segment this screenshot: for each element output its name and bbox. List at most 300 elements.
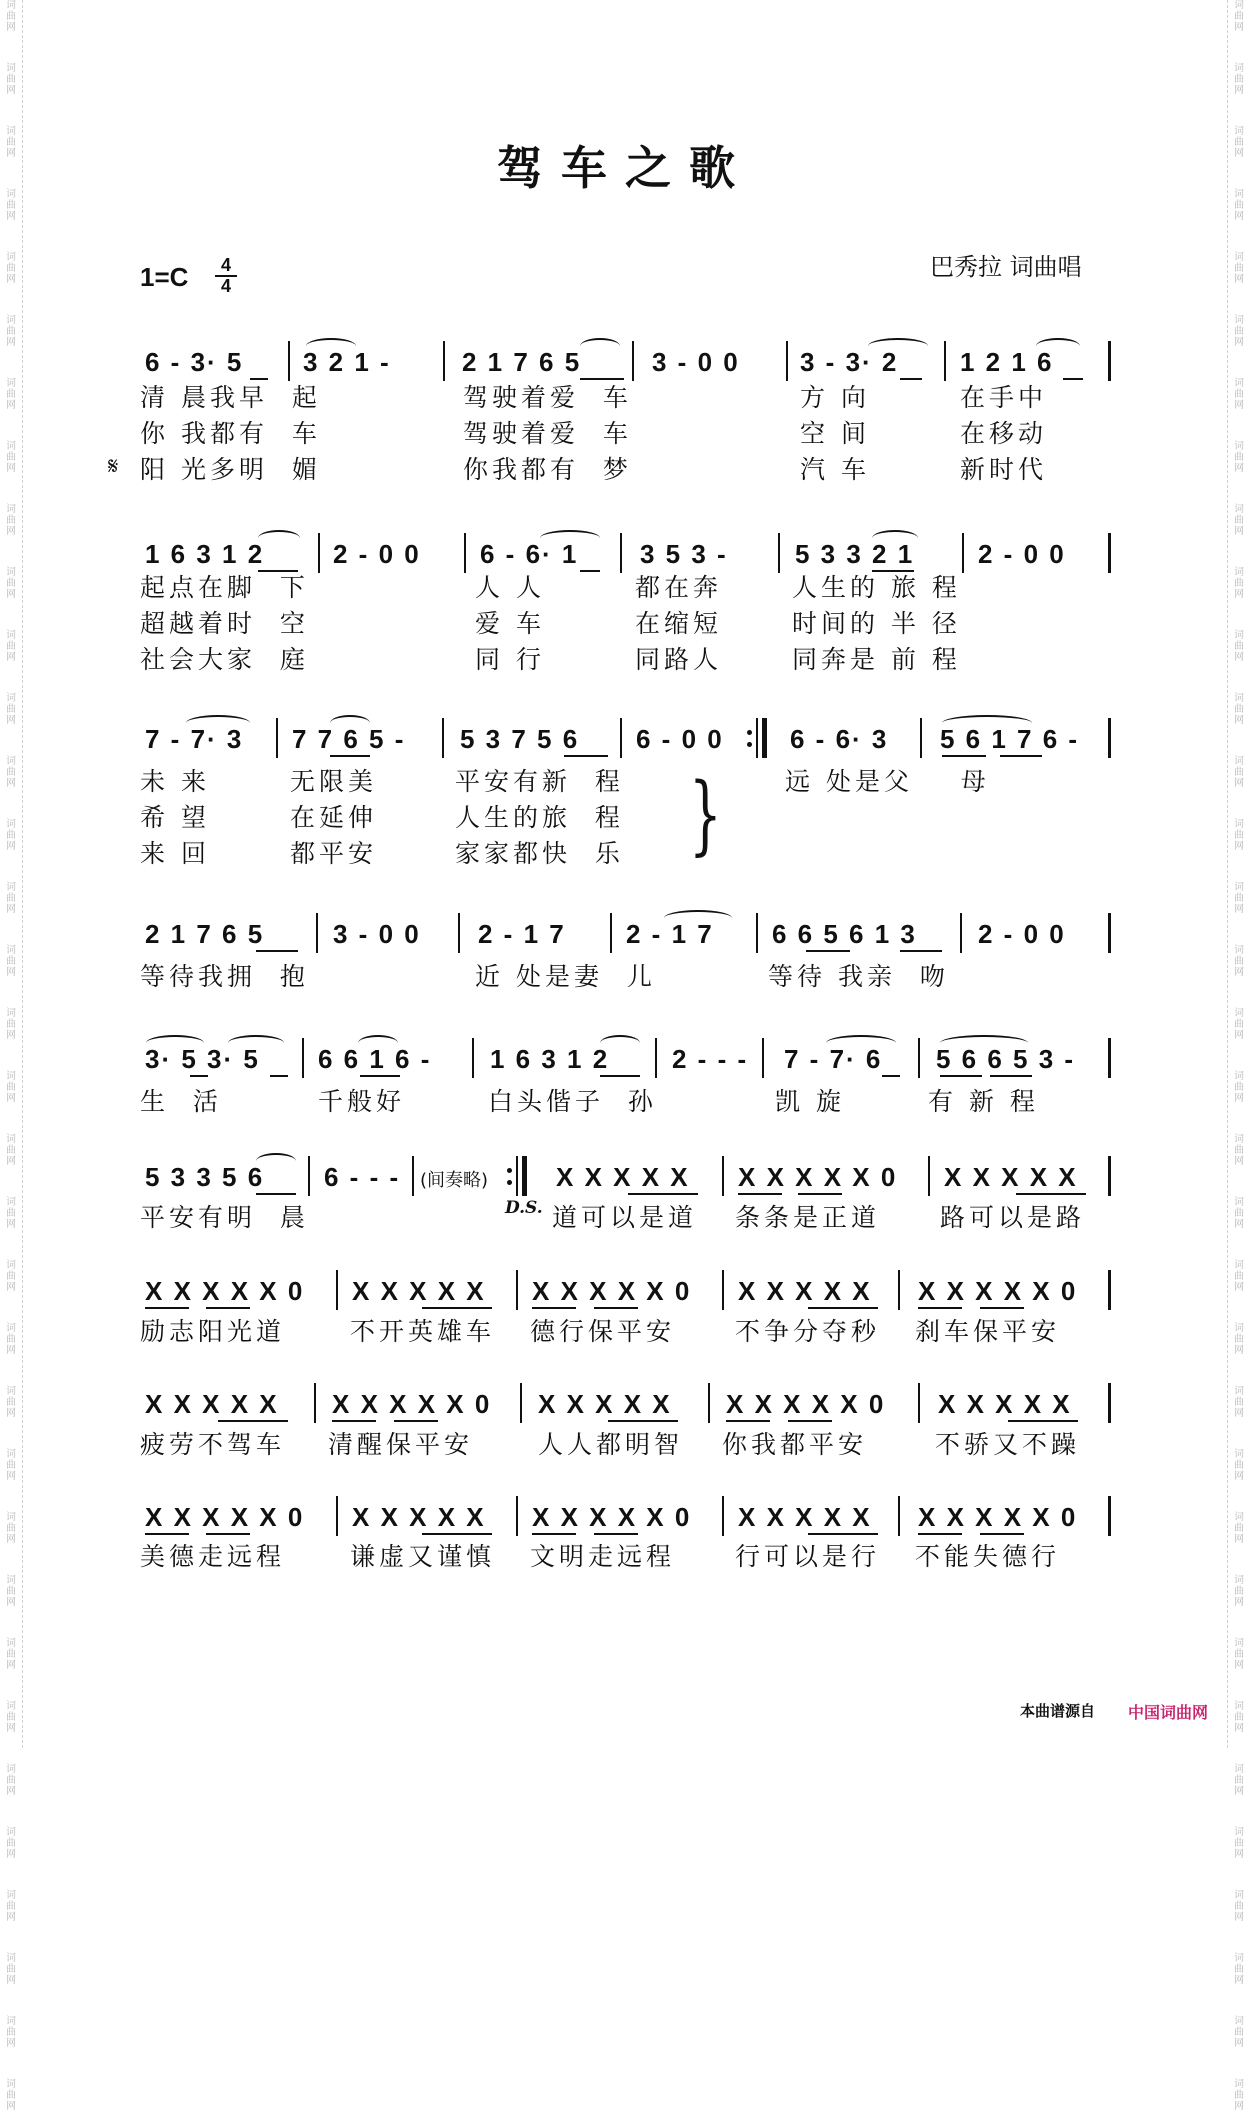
underline: [990, 1075, 1032, 1077]
slur: [942, 715, 1032, 731]
measure: 5 3 3 5 6: [145, 1162, 265, 1192]
right-watermark-strip: [1227, 0, 1250, 2112]
barline-thick: [522, 1156, 527, 1196]
barline: [918, 1038, 920, 1078]
barline: [722, 1156, 724, 1196]
repeat-dot: [747, 742, 752, 747]
underline: [1000, 755, 1042, 757]
lyric: 人生的 旅 程: [792, 573, 961, 602]
lyric: 疲劳不驾车: [140, 1430, 286, 1459]
barline: [464, 533, 466, 573]
barline: [762, 1038, 764, 1078]
lyric: 在缩短: [635, 609, 723, 638]
watermark-text: 词 曲 网: [6, 1449, 16, 1482]
watermark-text: 词 曲 网: [1234, 189, 1244, 222]
underline: [594, 1533, 638, 1535]
underline: [918, 1533, 962, 1535]
underline: [394, 1420, 438, 1422]
measure: X X X X X: [145, 1389, 279, 1419]
underline: [788, 1420, 832, 1422]
watermark-text: 词 曲 网: [1234, 2016, 1244, 2049]
notation-line: [0, 1030, 1250, 1090]
barline: [632, 341, 634, 381]
barline: [1108, 1038, 1111, 1078]
lyric: 同路人: [635, 645, 723, 674]
measure: 6 - - -: [324, 1162, 401, 1192]
slur: [1036, 338, 1080, 354]
watermark-text: 词 曲 网: [1234, 1134, 1244, 1167]
watermark-text: 词 曲 网: [6, 1575, 16, 1608]
barline: [1108, 1496, 1111, 1536]
underline: [1063, 378, 1083, 380]
underline: [360, 1075, 400, 1077]
lyric: 都平安: [290, 839, 378, 868]
lyric: 有 新 程: [928, 1087, 1039, 1116]
underline: [942, 755, 986, 757]
watermark-text: 词 曲 网: [6, 1071, 16, 1104]
watermark-text: 词 曲 网: [1234, 1512, 1244, 1545]
slur: [868, 338, 928, 354]
slur: [306, 338, 356, 354]
underline: [145, 1307, 189, 1309]
lyric: 白头偕子 孙: [488, 1087, 657, 1116]
lyric: 时间的 半 径: [792, 609, 961, 638]
barline: [620, 533, 622, 573]
watermark-text: 词 曲 网: [6, 2016, 16, 2049]
underline: [600, 1075, 640, 1077]
watermark-text: 词 曲 网: [1234, 315, 1244, 348]
barline: [318, 533, 320, 573]
barline: [655, 1038, 657, 1078]
watermark-text: 词 曲 网: [1234, 252, 1244, 285]
lyric: 在移动: [960, 419, 1048, 448]
measure: 1 2 1 6: [960, 347, 1054, 377]
barline: [1108, 1270, 1111, 1310]
underline: [726, 1420, 770, 1422]
underline: [206, 1307, 250, 1309]
measure: 3 - 0 0: [652, 347, 740, 377]
barline: [920, 718, 922, 758]
measure: 1 6 3 1 2: [145, 539, 265, 569]
measure: 2 1 7 6 5: [462, 347, 582, 377]
lyric: 超越着时 空: [140, 609, 309, 638]
underline: [190, 1075, 208, 1077]
lyric: 近 处是妻 儿: [475, 962, 656, 991]
barline: [336, 1270, 338, 1310]
barline: [708, 1383, 710, 1423]
credit: 巴秀拉 词曲唱: [930, 253, 1082, 281]
measure: X X X X X: [538, 1389, 672, 1419]
lyric: 平安有新 程: [455, 767, 624, 796]
watermark-text: 词 曲 网: [6, 2079, 16, 2112]
measure: X X X X X: [738, 1502, 872, 1532]
watermark-text: 词 曲 网: [6, 1890, 16, 1923]
lyric: 在延伸: [290, 803, 378, 832]
slur: [540, 530, 600, 546]
watermark-text: 词 曲 网: [1234, 1890, 1244, 1923]
measure: X X X X X 0: [918, 1502, 1078, 1532]
underline: [882, 1075, 900, 1077]
lyric: 平安有明 晨: [140, 1203, 309, 1232]
watermark-text: 词 曲 网: [1234, 1827, 1244, 1860]
watermark-text: 词 曲 网: [1234, 2079, 1244, 2112]
lyric: 阳 光多明 媚: [140, 455, 321, 484]
lyric: 不开英雄车: [350, 1317, 496, 1346]
watermark-text: 词 曲 网: [6, 63, 16, 96]
lyric: 新时代: [960, 455, 1048, 484]
underline: [218, 1420, 288, 1422]
underline: [594, 1307, 638, 1309]
watermark-text: 词 曲 网: [1234, 0, 1244, 33]
watermark-text: 词 曲 网: [6, 1008, 16, 1041]
underline: [798, 1193, 842, 1195]
measure: 6 - 6· 3: [790, 724, 889, 754]
notation-line: [0, 905, 1250, 965]
watermark-text: 词 曲 网: [1234, 504, 1244, 537]
underline: [422, 1533, 492, 1535]
lyric: 路可以是路: [940, 1203, 1086, 1232]
measure: 3 - 0 0: [333, 919, 421, 949]
watermark-text: 词 曲 网: [6, 1386, 16, 1419]
lyric: 千般好: [318, 1087, 406, 1116]
slur: [146, 1035, 204, 1051]
lyric: 爱 车: [475, 609, 545, 638]
watermark-text: 词 曲 网: [6, 630, 16, 663]
barline: [944, 341, 946, 381]
underline: [532, 1533, 576, 1535]
lyric: 谦虚又谨慎: [350, 1542, 496, 1571]
underline: [145, 1533, 189, 1535]
source-note: 本曲谱源自: [1020, 1702, 1096, 1720]
watermark-text: 词 曲 网: [6, 315, 16, 348]
watermark-text: 词 曲 网: [6, 1512, 16, 1545]
barline: [1108, 718, 1111, 758]
lyric: 你我都平安: [722, 1430, 868, 1459]
measure: X X X X X: [556, 1162, 690, 1192]
watermark-text: 词 曲 网: [6, 126, 16, 159]
site-name-link[interactable]: 中国词曲网: [1128, 1703, 1209, 1722]
watermark-text: 词 曲 网: [6, 504, 16, 537]
lyric: 你 我都有 车: [140, 419, 321, 448]
measure: X X X X X 0: [332, 1389, 492, 1419]
measure: 2 - 1 7: [626, 919, 714, 949]
barline: [520, 1383, 522, 1423]
lyric: 等待 我亲 吻: [768, 962, 949, 991]
underline: [330, 755, 370, 757]
lyric: 来 回: [140, 839, 210, 868]
barline: [302, 1038, 304, 1078]
measure: 3 5 3 -: [640, 539, 728, 569]
barline: [308, 1156, 310, 1196]
meter-bottom: 4: [220, 276, 231, 296]
watermark-text: 词 曲 网: [1234, 630, 1244, 663]
barline: [443, 341, 445, 381]
lyric: 刹车保平安: [915, 1317, 1061, 1346]
underline: [980, 1307, 1024, 1309]
barline: [1108, 341, 1111, 381]
underline: [806, 950, 850, 952]
barline: [786, 341, 788, 381]
measure: 6 6 1 6 -: [318, 1044, 432, 1074]
slur: [258, 530, 300, 546]
slur: [228, 1035, 284, 1051]
underline: [738, 1193, 782, 1195]
lyric: 汽 车: [800, 455, 870, 484]
lyric: 清醒保平安: [328, 1430, 474, 1459]
watermark-text: 词 曲 网: [6, 693, 16, 726]
dal-segno-marking: D.S.: [505, 1198, 543, 1218]
underline: [256, 1193, 296, 1195]
watermark-text: 词 曲 网: [1234, 1008, 1244, 1041]
measure: 7 7 6 5 -: [292, 724, 406, 754]
lyric: 你我都有 梦: [463, 455, 632, 484]
measure: 5 3 3 2 1: [795, 539, 915, 569]
measure: 7 - 7· 3: [145, 724, 244, 754]
watermark-text: 词 曲 网: [1234, 1323, 1244, 1356]
underline: [1008, 1420, 1078, 1422]
lyric: 人人都明智: [538, 1430, 684, 1459]
lyric: 励志阳光道: [140, 1317, 286, 1346]
underline: [564, 755, 608, 757]
lyric: 空 间: [800, 419, 870, 448]
watermark-text: 词 曲 网: [1234, 441, 1244, 474]
lyric: 生 活: [140, 1087, 222, 1116]
measure: X X X X X 0: [532, 1502, 692, 1532]
barline: [1108, 913, 1111, 953]
time-signature: [215, 256, 237, 296]
measure: 5 6 1 7 6 -: [940, 724, 1080, 754]
repeat-start-barline: [516, 1156, 530, 1196]
underline: [270, 1075, 288, 1077]
segno-sign: 𝄋: [108, 452, 119, 480]
watermark-text: 词 曲 网: [6, 252, 16, 285]
left-watermark-strip: [0, 0, 23, 2112]
watermark-text: 词 曲 网: [1234, 756, 1244, 789]
measure: 2 - 0 0: [978, 919, 1066, 949]
watermark-text: 词 曲 网: [6, 1827, 16, 1860]
watermark-text: 词 曲 网: [1234, 1449, 1244, 1482]
slur: [580, 338, 620, 354]
underline: [808, 1307, 878, 1309]
lyric: 都在奔: [635, 573, 723, 602]
watermark-text: 词 曲 网: [6, 1764, 16, 1797]
underline: [532, 1307, 576, 1309]
lyric: 凯 旋: [775, 1087, 845, 1116]
barline: [756, 913, 758, 953]
watermark-text: 词 曲 网: [6, 0, 16, 33]
watermark-text: 词 曲 网: [1234, 1953, 1244, 1986]
lyric: 起点在脚 下: [140, 573, 309, 602]
watermark-text: 词 曲 网: [1234, 567, 1244, 600]
watermark-text: 词 曲 网: [6, 756, 16, 789]
lyric: 条条是正道: [735, 1203, 881, 1232]
watermark-text: 词 曲 网: [6, 882, 16, 915]
lyric: 社会大家 庭: [140, 645, 309, 674]
lyric: 人 人: [475, 573, 545, 602]
slur: [358, 1035, 398, 1051]
barline: [962, 533, 964, 573]
barline: [778, 533, 780, 573]
barline: [442, 718, 444, 758]
watermark-text: 词 曲 网: [6, 189, 16, 222]
measure: X X X X X 0: [918, 1276, 1078, 1306]
underline: [918, 1307, 962, 1309]
underline: [980, 1533, 1024, 1535]
watermark-text: 词 曲 网: [1234, 693, 1244, 726]
watermark-text: 词 曲 网: [1234, 1575, 1244, 1608]
watermark-text: 词 曲 网: [1234, 63, 1244, 96]
barline: [928, 1156, 930, 1196]
slur: [256, 1153, 296, 1169]
lyric: 在手中: [960, 383, 1048, 412]
barline: [412, 1156, 414, 1196]
measure: 5 3 7 5 6: [460, 724, 580, 754]
watermark-text: 词 曲 网: [1234, 378, 1244, 411]
measure: 6 - 3· 5: [145, 347, 244, 377]
lyric: 同奔是 前 程: [792, 645, 961, 674]
barline: [1108, 1156, 1111, 1196]
watermark-text: 词 曲 网: [6, 1323, 16, 1356]
interlude-marking: (间奏略): [420, 1170, 489, 1191]
watermark-text: 词 曲 网: [6, 378, 16, 411]
underline: [1016, 1193, 1086, 1195]
watermark-text: 词 曲 网: [6, 945, 16, 978]
underline: [628, 1193, 698, 1195]
lyric: 文明走远程: [530, 1542, 676, 1571]
lyric: 不能失德行: [915, 1542, 1061, 1571]
measure: 2 - 1 7: [478, 919, 566, 949]
notation-line: [0, 710, 1250, 770]
watermark-text: 词 曲 网: [1234, 1071, 1244, 1104]
underline: [332, 1420, 376, 1422]
slur: [600, 1035, 640, 1051]
barline: [610, 913, 612, 953]
measure: X X X X X 0: [738, 1162, 898, 1192]
lyric: 行可以是行: [735, 1542, 881, 1571]
watermark-text: 词 曲 网: [1234, 126, 1244, 159]
barline: [458, 913, 460, 953]
repeat-dot: [507, 1180, 512, 1185]
measure: 6 - 6· 1: [480, 539, 579, 569]
underline: [422, 1307, 492, 1309]
measure: X X X X X 0: [532, 1276, 692, 1306]
meter-top: 4: [220, 255, 231, 275]
measure: X X X X X: [352, 1502, 486, 1532]
watermark-text: 词 曲 网: [1234, 1260, 1244, 1293]
lyric: 美德走远程: [140, 1542, 286, 1571]
underline: [608, 1420, 678, 1422]
barline-thin: [756, 718, 758, 758]
barline: [898, 1270, 900, 1310]
measure: 2 - 0 0: [978, 539, 1066, 569]
measure: 5 6 6 5 3 -: [936, 1044, 1076, 1074]
watermark-text: 词 曲 网: [1234, 1764, 1244, 1797]
measure: 6 - 0 0: [636, 724, 724, 754]
lyric: 同 行: [475, 645, 545, 674]
barline: [722, 1270, 724, 1310]
measure: 2 - - -: [672, 1044, 749, 1074]
watermark-text: 词 曲 网: [6, 1197, 16, 1230]
watermark-text: 词 曲 网: [1234, 1701, 1244, 1734]
lyric: 驾驶着爱 车: [463, 383, 632, 412]
lyric: 希 望: [140, 803, 210, 832]
barline: [1108, 1383, 1111, 1423]
watermark-text: 词 曲 网: [6, 1701, 16, 1734]
watermark-text: 词 曲 网: [1234, 1386, 1244, 1419]
slur: [330, 715, 370, 731]
barline: [1108, 533, 1111, 573]
watermark-text: 词 曲 网: [1234, 1197, 1244, 1230]
underline: [580, 570, 600, 572]
barline: [336, 1496, 338, 1536]
measure: X X X X X: [738, 1276, 872, 1306]
barline: [516, 1496, 518, 1536]
measure: 2 1 7 6 5: [145, 919, 265, 949]
measure: 3 - 3· 2: [800, 347, 899, 377]
lyric: 家家都快 乐: [455, 839, 624, 868]
barline: [276, 718, 278, 758]
slur: [664, 910, 732, 926]
measure: 7 - 7· 6: [784, 1044, 883, 1074]
measure: X X X X X 0: [726, 1389, 886, 1419]
underline: [206, 1533, 250, 1535]
watermark-text: 词 曲 网: [1234, 882, 1244, 915]
barline: [472, 1038, 474, 1078]
lyric: 道可以是道: [552, 1203, 698, 1232]
underline: [940, 1075, 982, 1077]
measure: X X X X X 0: [145, 1502, 305, 1532]
repeat-end-barline: [756, 718, 770, 758]
lyric: 等待我拥 抱: [140, 962, 309, 991]
barline: [918, 1383, 920, 1423]
measure: X X X X X: [938, 1389, 1072, 1419]
lyric: 远 处是父 母: [785, 767, 990, 796]
watermark-text: 词 曲 网: [6, 1260, 16, 1293]
key-signature: 1=C: [140, 262, 189, 292]
measure: 3 2 1 -: [303, 347, 391, 377]
watermark-text: 词 曲 网: [1234, 1638, 1244, 1671]
measure: X X X X X 0: [145, 1276, 305, 1306]
watermark-text: 词 曲 网: [6, 819, 16, 852]
measure: 1 6 3 1 2: [490, 1044, 610, 1074]
barline: [288, 341, 290, 381]
lyric: 驾驶着爱 车: [463, 419, 632, 448]
barline: [722, 1496, 724, 1536]
song-title: 驾车之歌: [497, 141, 753, 195]
underline: [808, 1533, 878, 1535]
lyric: 不骄又不躁: [935, 1430, 1081, 1459]
measure: 3· 5 3· 5: [145, 1044, 260, 1074]
underline: [900, 378, 922, 380]
barline-thin: [516, 1156, 518, 1196]
barline: [898, 1496, 900, 1536]
repeat-dot: [507, 1168, 512, 1173]
slur: [872, 530, 918, 546]
lyric: 人生的旅 程: [455, 803, 624, 832]
lyric: 清 晨我早 起: [140, 383, 321, 412]
watermark-text: 词 曲 网: [6, 567, 16, 600]
underline: [256, 950, 298, 952]
lyric: 德行保平安: [530, 1317, 676, 1346]
barline: [314, 1383, 316, 1423]
barline: [516, 1270, 518, 1310]
barline-thick: [762, 718, 767, 758]
barline: [960, 913, 962, 953]
measure: X X X X X: [944, 1162, 1078, 1192]
lyric: 方 向: [800, 383, 870, 412]
underline: [900, 950, 942, 952]
slur: [186, 715, 250, 731]
